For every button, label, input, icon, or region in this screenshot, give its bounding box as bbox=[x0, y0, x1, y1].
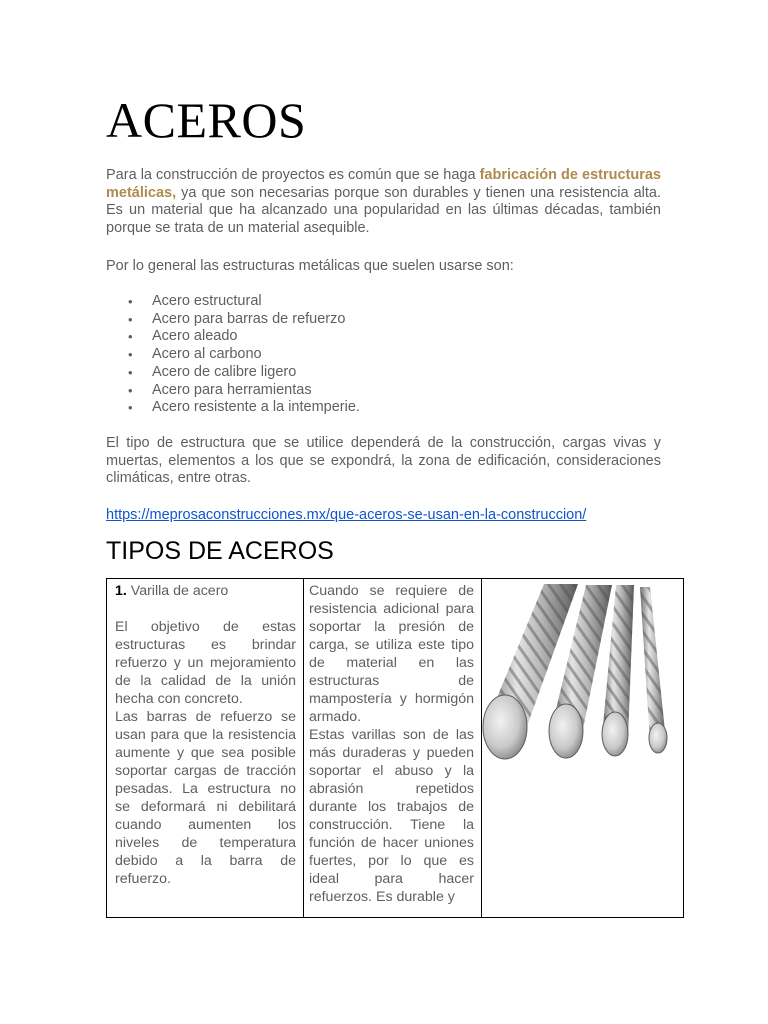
rebar-bar-4 bbox=[640, 587, 667, 753]
table-cell-details bbox=[304, 579, 482, 917]
list-item bbox=[106, 364, 360, 382]
list-item-text: Acero para barras de refuerzo bbox=[152, 310, 346, 327]
table-cell-image bbox=[482, 579, 684, 917]
rebar-image bbox=[482, 579, 684, 769]
bullet-icon: • bbox=[128, 329, 133, 345]
list-item bbox=[106, 346, 360, 364]
bullet-icon: • bbox=[128, 400, 133, 416]
intro-highlight: fabricación de estructuras metálicas, bbox=[106, 167, 661, 201]
intro-text-after: ya que son necesarias porque son durables y tienen una resistencia alta. Es un material que ha alcanzado una popularidad en las últimas décadas, también porque se trata de un material asequible. bbox=[106, 184, 661, 236]
table-cell-description bbox=[107, 579, 304, 917]
steel-types-list bbox=[106, 293, 360, 417]
list-item bbox=[106, 311, 360, 329]
steel-types-table bbox=[106, 578, 684, 918]
bullet-icon: • bbox=[128, 382, 133, 398]
document-title: ACEROS bbox=[106, 92, 307, 148]
col1-paragraph-2: Las barras de refuerzo se usan para que la resistencia aumente y que sea posible soportar cargas de tracción pesadas. La estructura no se deformará ni debilitará cuando aumenten los niveles de temperatura debido a la barra de refuerzo. bbox=[115, 709, 296, 887]
intro-paragraph bbox=[106, 167, 661, 237]
section-title: TIPOS DE ACEROS bbox=[106, 537, 334, 565]
item-heading bbox=[115, 582, 296, 600]
structure-paragraph: El tipo de estructura que se utilice dependerá de la construcción, cargas vivas y muertas, elementos a los que se expondrá, la zona de edificación, consideraciones climáticas, entre otras. bbox=[106, 435, 661, 487]
item-name: Varilla de acero bbox=[126, 583, 229, 599]
list-item bbox=[106, 399, 360, 417]
intro-text-before: Para la construcción de proyectos es común que se haga bbox=[106, 167, 480, 183]
bullet-icon: • bbox=[128, 294, 133, 309]
list-item-text: Acero resistente a la intemperie. bbox=[152, 399, 360, 416]
item-number: 1. bbox=[115, 583, 127, 599]
list-item bbox=[106, 382, 360, 400]
col2-paragraph-2: Estas varillas son de las más duraderas y pueden soportar el abuso y la abrasión repetidos durante los trabajos de construcción. Tiene la función de hacer uniones fuertes, por lo que es ideal para hacer refuerzos. Es durable y bbox=[309, 727, 474, 905]
list-item bbox=[106, 328, 360, 346]
col1-paragraph-1: El objetivo de estas estructuras es brindar refuerzo y un mejoramiento de la calidad de la unión hecha con concreto. bbox=[115, 619, 296, 707]
list-item-text: Acero estructural bbox=[152, 293, 262, 309]
list-item-text: Acero de calibre ligero bbox=[152, 363, 297, 380]
bullet-icon: • bbox=[128, 364, 133, 380]
list-item-text: Acero aleado bbox=[152, 328, 238, 345]
source-link[interactable]: https://meprosaconstrucciones.mx/que-aceros-se-usan-en-la-construccion/ bbox=[106, 507, 587, 523]
list-intro: Por lo general las estructuras metálicas que suelen usarse son: bbox=[106, 258, 514, 274]
list-item-text: Acero para herramientas bbox=[152, 381, 312, 398]
bullet-icon: • bbox=[128, 347, 133, 363]
col2-paragraph-1: Cuando se requiere de resistencia adicional para soportar la presión de carga, se utiliza este tipo de material en las estructuras de mampostería y hormigón armado. bbox=[309, 583, 474, 725]
list-item bbox=[106, 293, 360, 311]
bullet-icon: • bbox=[128, 311, 133, 327]
list-item-text: Acero al carbono bbox=[152, 346, 262, 363]
